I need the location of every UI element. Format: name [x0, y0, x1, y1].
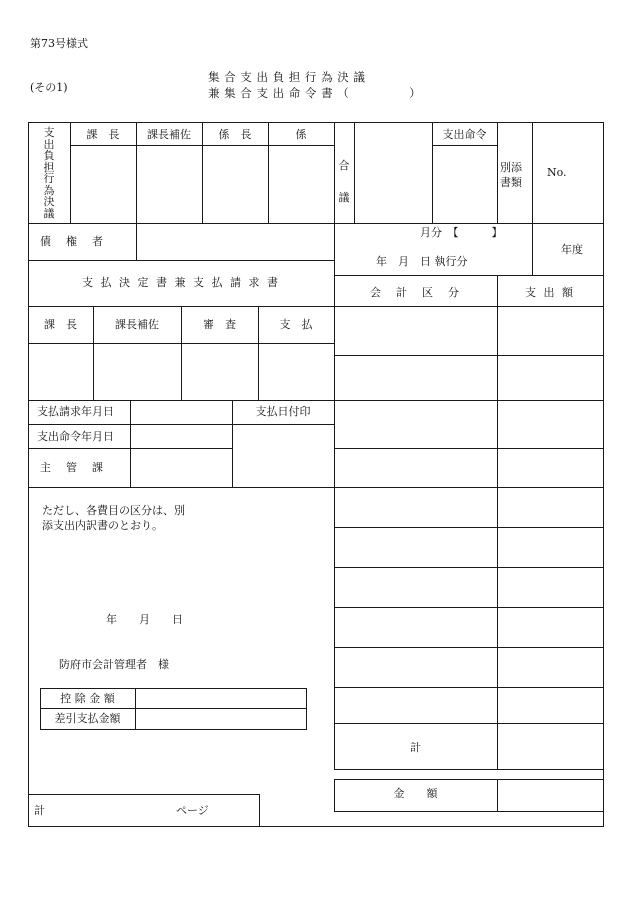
approval-col-kakaricho: 係 長	[218, 128, 252, 141]
approval-col-kacho-hosa: 課長補佐	[147, 128, 191, 141]
accounting-total-label: 計	[410, 741, 421, 754]
manager-dept-label: 主 管 課	[40, 461, 105, 474]
month-label: 月分 【 】	[420, 226, 503, 239]
note-line2: 添支出内訳書のとおり。	[42, 519, 163, 532]
payment-col-shiharai: 支 払	[279, 318, 313, 331]
sum-amount-label: 金 額	[393, 787, 438, 800]
attachments-label: 別添書類	[500, 161, 522, 189]
payment-stamp-label: 支払日付印	[255, 405, 311, 418]
approval-col-kacho: 課 長	[86, 128, 120, 141]
fiscal-year-label: 年度	[561, 243, 583, 256]
expenditure-amount-header: 支 出 額	[525, 286, 575, 299]
footer-page-label: ページ	[176, 804, 209, 817]
payment-col-kacho-hosa: 課長補佐	[115, 318, 159, 331]
addressee: 防府市会計管理者 様	[59, 658, 169, 671]
order-label: 支出命令	[442, 128, 487, 141]
net-payment-label: 差引支払金額	[54, 712, 121, 725]
request-date-label: 支払請求年月日	[37, 405, 114, 418]
consultation-label: 合 議	[338, 159, 350, 204]
form-title-line2: 兼 集 合 支 出 命 令 書 （ ）	[208, 86, 422, 100]
order-date-label: 支出命令年月日	[37, 430, 114, 443]
form-title-line1: 集 合 支 出 負 担 行 為 決 議	[208, 70, 366, 84]
payment-col-shinsa: 審 査	[203, 318, 236, 331]
approval-col-kakari: 係	[295, 128, 307, 141]
executed-date-label: 年 月 日 執行分	[376, 255, 468, 268]
payment-col-kacho: 課 長	[44, 318, 77, 331]
form-number: 第73号様式	[30, 37, 88, 50]
form-variant: (その1)	[30, 81, 68, 94]
deduction-amount-label: 控 除 金 額	[60, 692, 115, 705]
footer-total-label: 計	[34, 804, 45, 817]
section-label-shishutsu-futan: 支出負担行為決議	[43, 126, 55, 220]
note-line1: ただし、各費目の区分は、別	[42, 504, 185, 517]
creditor-label: 債 権 者	[40, 235, 105, 248]
accounting-category-header: 会 計 区 分	[370, 286, 461, 299]
payment-decision-title: 支 払 決 定 書 兼 支 払 請 求 書	[82, 276, 280, 289]
note-date: 年 月 日	[106, 613, 183, 626]
no-label: No.	[547, 166, 567, 179]
